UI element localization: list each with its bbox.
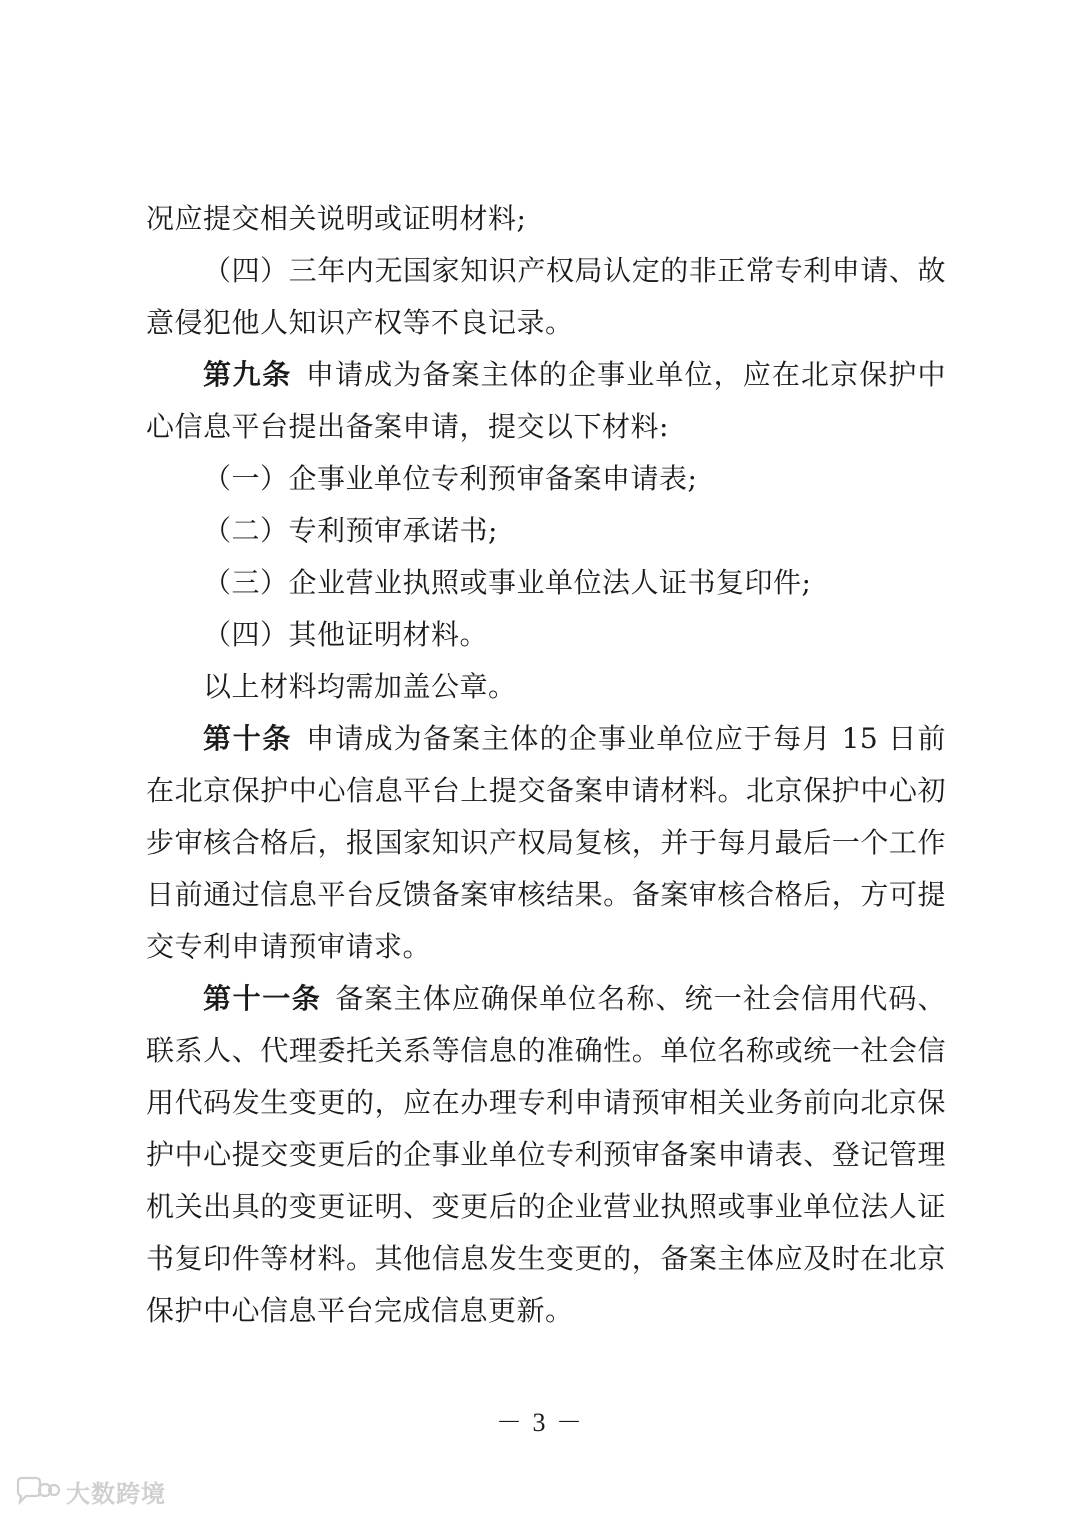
article-11-title: 第十一条	[203, 982, 322, 1015]
watermark-text: 大数跨境	[66, 1479, 166, 1508]
article-10-first-line	[203, 713, 946, 765]
paragraph-line: 联系人、代理委托关系等信息的准确性。单位名称或统一社会信	[146, 1034, 946, 1067]
article-10-title: 第十条	[203, 722, 293, 755]
paragraph-line: 用代码发生变更的，应在办理专利申请预审相关业务前向北京保	[146, 1086, 946, 1119]
paragraph-line: （四）三年内无国家知识产权局认定的非正常专利申请、故	[203, 254, 946, 287]
article-9-first-line	[203, 349, 946, 401]
paragraph-line: 在北京保护中心信息平台上提交备案申请材料。北京保护中心初	[146, 774, 946, 807]
paragraph-line: 日前通过信息平台反馈备案审核结果。备案审核合格后，方可提	[146, 878, 946, 911]
article-9-title: 第九条	[203, 358, 292, 391]
article-9-text: 申请成为备案主体的企事业单位，应在北京保护中	[305, 358, 946, 391]
article-10-text: 申请成为备案主体的企事业单位应于每月 15 日前	[306, 722, 946, 755]
list-item: （三）企业营业执照或事业单位法人证书复印件;	[203, 566, 812, 599]
paragraph-line: 以上材料均需加盖公章。	[203, 670, 517, 703]
paragraph-line: 交专利申请预审请求。	[146, 930, 432, 963]
page-number: － 3 －	[495, 1408, 584, 1437]
watermark	[14, 1473, 166, 1509]
article-11-first-line	[203, 973, 946, 1025]
paragraph-line: 机关出具的变更证明、变更后的企业营业执照或事业单位法人证	[146, 1190, 946, 1223]
list-item: （一）企事业单位专利预审备案申请表;	[203, 462, 698, 495]
paragraph-line: 意侵犯他人知识产权等不良记录。	[146, 306, 574, 339]
article-11-text: 备案主体应确保单位名称、统一社会信用代码、	[335, 982, 946, 1015]
paragraph-line: 心信息平台提出备案申请，提交以下材料:	[146, 410, 669, 443]
paragraph-line: 况应提交相关说明或证明材料;	[146, 202, 527, 235]
list-item: （二）专利预审承诺书;	[203, 514, 498, 547]
paragraph-line: 书复印件等材料。其他信息发生变更的，备案主体应及时在北京	[146, 1242, 946, 1275]
paragraph-line: 保护中心信息平台完成信息更新。	[146, 1294, 574, 1327]
paragraph-line: 步审核合格后，报国家知识产权局复核，并于每月最后一个工作	[146, 826, 946, 859]
chat-bubble-logo-icon	[14, 1476, 60, 1506]
paragraph-line: 护中心提交变更后的企事业单位专利预审备案申请表、登记管理	[146, 1138, 946, 1171]
list-item: （四）其他证明材料。	[203, 618, 489, 651]
